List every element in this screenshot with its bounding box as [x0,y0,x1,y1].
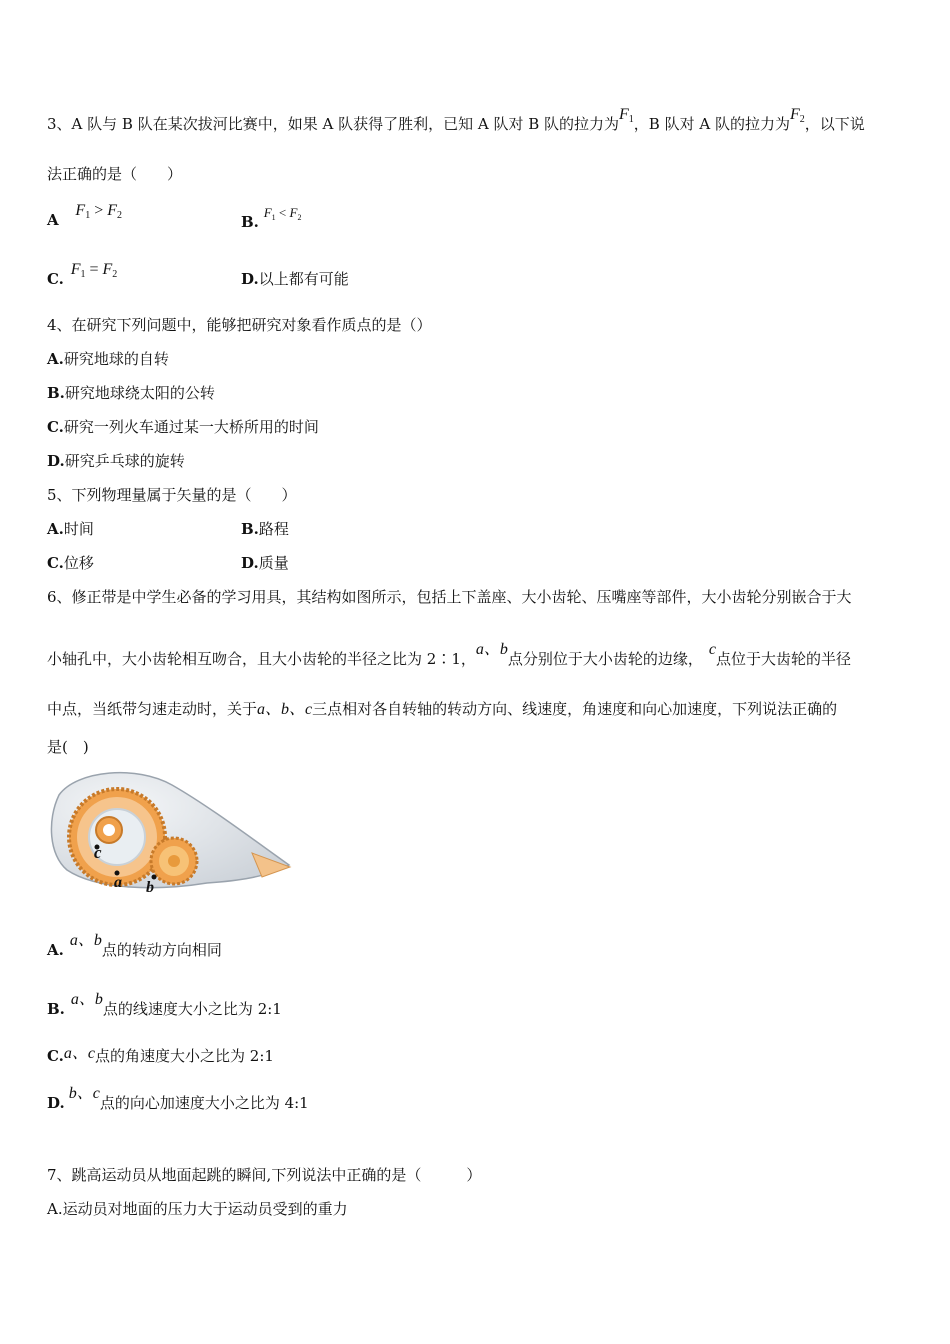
q3-option-d: D.以上都有可能 [241,270,349,288]
q3-stem-line1 [47,106,865,140]
q3-option-a: A $F_1 > F_2$ [47,202,123,229]
q5-option-a: A.时间 [47,520,94,538]
correction-tape-figure [47,765,292,895]
q3-stem-line2: 法正确的是（ ） [47,165,183,183]
q5-option-c: C.位移 [47,554,94,572]
q6-option-d: D.b、c点的向心加速度大小之比为 4:1 [47,1085,309,1112]
q3-option-c-formula: $F_1 = F_2$ [70,261,118,280]
q4-stem: 4、在研究下列问题中，能够把研究对象看作质点的是（） [47,316,432,334]
q4-option-d: D.研究乒乓球的旋转 [47,452,185,470]
q4-option-b: B.研究地球绕太阳的公转 [47,384,215,402]
q5-stem: 5、下列物理量属于矢量的是（ ） [47,486,297,504]
q4-option-c: C.研究一列火车通过某一大桥所用的时间 [47,418,319,436]
q3-stem-part1: 3、A 队与 B 队在某次拔河比赛中，如果 A 队获得了胜利，已知 A 队对 B 队的拉力为 [47,115,620,133]
q7-option-a: A.运动员对地面的压力大于运动员受到的重力 [47,1200,348,1218]
q7-stem: 7、跳高运动员从地面起跳的瞬间,下列说法中正确的是（ ） [47,1166,482,1184]
q6-stem-line1: 6、修正带是中学生必备的学习用具，其结构如图所示，包括上下盖座、大小齿轮、压嘴座等部件，大小齿轮分别嵌合于大 [47,588,852,606]
q3-option-c: C. $F_1 = F_2$ [47,261,118,288]
q6-option-c: C.a、c点的角速度大小之比为 2:1 [47,1045,274,1065]
q5-option-d: D.质量 [241,554,289,572]
q6-vars-ab: a、b [475,641,508,658]
q3-stem-part2: ，B 队对 A 队的拉力为 [633,115,790,133]
q3-option-b: B. $F_1 < F_2$ [241,205,302,231]
label-c: c [94,843,102,862]
q6-var-c: c [708,641,716,658]
q6-option-a: A.a、b点的转动方向相同 [47,932,222,959]
q4-option-a: A.研究地球的自转 [47,350,169,368]
q5-option-b: B.路程 [241,520,289,538]
q6-stem-line4: 是( ) [47,738,89,756]
q6-stem-line3: 中点，当纸带匀速走动时，关于a、b、c三点相对各自转轴的转动方向、线速度，角速度和向心加速度，下列说法正确的 [47,700,838,718]
q6-vars-abc: a、b、c [257,701,313,718]
q6-stem-line2: 小轴孔中，大小齿轮相互吻合，且大小齿轮的半径之比为 2∶1，a、b点分别位于大小齿轮的边缘，c点位于大齿轮的半径 [47,641,852,668]
q3-f1: $F_1$ [619,106,634,125]
label-a: a [114,874,122,891]
q6-option-b: B.a、b点的线速度大小之比为 2:1 [47,991,282,1018]
q3-f2: $F_2$ [789,106,805,125]
label-b: b [146,879,154,895]
q3-option-a-formula: $F_1 > F_2$ [75,202,123,221]
q3-option-b-formula: $F_1 < F_2$ [263,205,302,222]
q3-stem-part3: ，以下说 [804,115,865,133]
